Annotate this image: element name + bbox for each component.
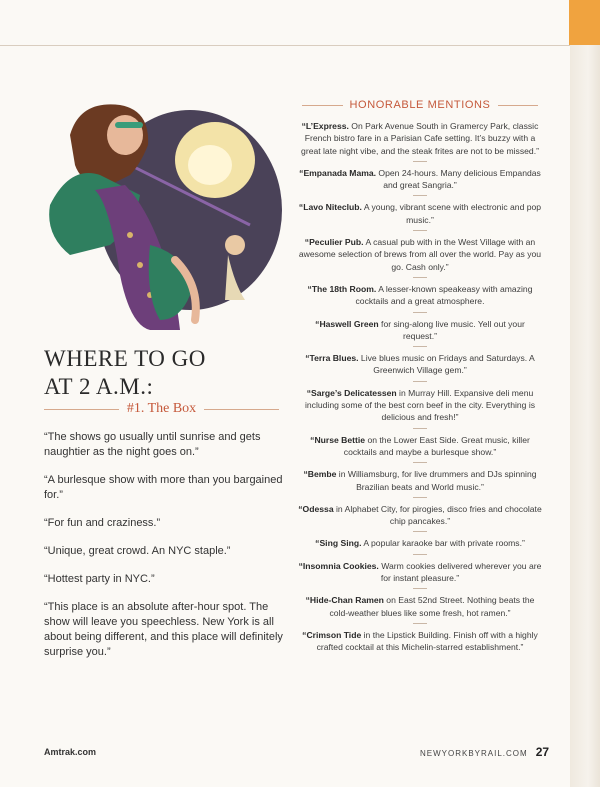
mention-item xyxy=(298,352,542,377)
header-rule xyxy=(0,45,570,46)
mention-text: on the Lower East Side. Great music, killer cocktails and maybe a burlesque show.” xyxy=(343,434,530,457)
mention-text: A lesser-known speakeasy with amazing cocktails and a great atmosphere. xyxy=(355,283,533,307)
mention-separator xyxy=(413,497,427,498)
mention-name: “Peculier Pub. xyxy=(304,237,364,248)
honorable-mentions-heading xyxy=(302,99,538,111)
mention-text: Warm cookies delivered wherever you are for instant pleasure.” xyxy=(378,560,542,584)
mention-text: in Murray Hill. Expansive deli menu including some of the best corn beef in the city. Everything is delicious and fresh!” xyxy=(304,387,536,423)
section-tab xyxy=(569,0,600,45)
quote-list xyxy=(44,430,284,673)
honorable-mentions-title: HONORABLE MENTIONS xyxy=(349,99,491,111)
mention-item xyxy=(298,236,542,273)
mention-separator xyxy=(413,277,427,278)
quote: “For fun and craziness.” xyxy=(44,517,161,529)
mention-separator xyxy=(413,381,427,382)
mention-name: “The 18th Room. xyxy=(307,283,377,294)
quote: “The shows go usually until sunrise and gets naughtier as the night goes on.” xyxy=(44,431,261,458)
mention-item xyxy=(298,167,542,192)
mention-name: “Nurse Bettie xyxy=(310,434,366,445)
mention-separator xyxy=(413,161,427,162)
mention-item xyxy=(298,503,542,528)
mention-name: “Crimson Tide xyxy=(302,629,362,640)
footer-site-url: NEWYORKBYRAIL.COM xyxy=(420,749,528,758)
mention-separator xyxy=(413,554,427,555)
mention-item xyxy=(298,434,542,459)
mention-item xyxy=(298,387,542,424)
mention-item xyxy=(298,560,542,585)
quote: “Hottest party in NYC.” xyxy=(44,573,155,585)
feature-heading xyxy=(44,401,279,417)
mention-separator xyxy=(413,230,427,231)
mention-separator xyxy=(413,195,427,196)
mention-text: in Alphabet City, for pirogies, disco fries and chocolate chip pancakes.” xyxy=(333,503,542,527)
feature-rule-left xyxy=(44,409,119,410)
footer-right xyxy=(420,745,549,759)
mention-text: A casual pub with in the West Village with an awesome selection of brews from all over the world. Pay as you go. Cash only.” xyxy=(298,237,542,272)
mention-separator xyxy=(413,346,427,347)
quote: “Unique, great crowd. An NYC staple.” xyxy=(44,545,231,557)
hm-rule-right xyxy=(498,105,539,106)
page-gutter xyxy=(570,45,600,787)
page-number: 27 xyxy=(535,745,550,759)
mention-text: for sing-along live music. Yell out your request.” xyxy=(378,318,525,341)
honorable-mentions-list xyxy=(298,120,542,654)
feature-rule-right xyxy=(204,409,279,410)
mention-name: “Hide-Chan Ramen xyxy=(305,595,384,606)
quote: “A burlesque show with more than you bargained for.” xyxy=(44,474,283,501)
mention-separator xyxy=(413,462,427,463)
mention-text: On Park Avenue South in Gramercy Park, classic French bistro fare in a Parisian Cafe setting. It’s buzzy with a great late night vibe, and the steak frites are not to be missed.” xyxy=(301,121,539,156)
footer-site-left: Amtrak.com xyxy=(44,747,97,757)
mention-text: A young, vibrant scene with electronic and pop music.” xyxy=(361,202,542,225)
mention-item xyxy=(298,629,542,654)
mention-name: “Insomnia Cookies. xyxy=(298,560,379,571)
mention-separator xyxy=(413,312,427,313)
mention-separator xyxy=(413,623,427,624)
mention-name: “Lavo Niteclub. xyxy=(298,202,362,213)
mention-text: in Williamsburg, for live drummers and DJs spinning Brazilian beats and World music.” xyxy=(336,469,537,492)
mention-separator xyxy=(413,588,427,589)
mention-separator xyxy=(413,428,427,429)
mention-item xyxy=(298,283,542,308)
title-line-2: AT 2 A.M.: xyxy=(44,374,154,399)
mention-name: “Terra Blues. xyxy=(305,353,359,364)
mention-text: Open 24-hours. Many delicious Empandas and great Sangria.” xyxy=(376,167,541,191)
burlesque-performer-illustration xyxy=(40,95,290,340)
mention-item xyxy=(298,537,542,549)
mention-name: “Odessa xyxy=(298,503,334,514)
title-line-1: WHERE TO GO xyxy=(44,346,206,371)
mention-item xyxy=(298,120,542,157)
feature-label: #1. The Box xyxy=(126,401,197,416)
mention-item xyxy=(298,594,542,619)
mention-name: “Sing Sing. xyxy=(315,538,362,549)
hm-rule-left xyxy=(302,105,343,106)
mention-name: “Empanada Mama. xyxy=(299,167,377,178)
mention-name: “L’Express. xyxy=(301,121,349,131)
mention-item xyxy=(298,201,542,226)
mention-separator xyxy=(413,531,427,532)
mention-name: “Haswell Green xyxy=(315,318,379,329)
mention-name: “Sarge’s Delicatessen xyxy=(306,387,397,398)
mention-text: in the Lipstick Building. Finish off with a highly crafted cocktail at this Michelin-starred establishment.” xyxy=(316,629,538,653)
mention-item xyxy=(298,318,542,343)
mention-text: A popular karaoke bar with private rooms.” xyxy=(361,538,525,549)
quote: “This place is an absolute after-hour spot. The show will leave you speechless. New York is all about being different, and this place will definitely surprise you.” xyxy=(44,601,283,658)
mention-item xyxy=(298,468,542,493)
mention-name: “Bembe xyxy=(303,469,337,480)
mention-text: Live blues music on Fridays and Saturdays. A Greenwich Village gem.” xyxy=(358,353,535,376)
page-title xyxy=(44,345,294,401)
mention-text: on East 52nd Street. Nothing beats the cold-weather blues like some fresh, hot ramen.” xyxy=(329,595,535,618)
